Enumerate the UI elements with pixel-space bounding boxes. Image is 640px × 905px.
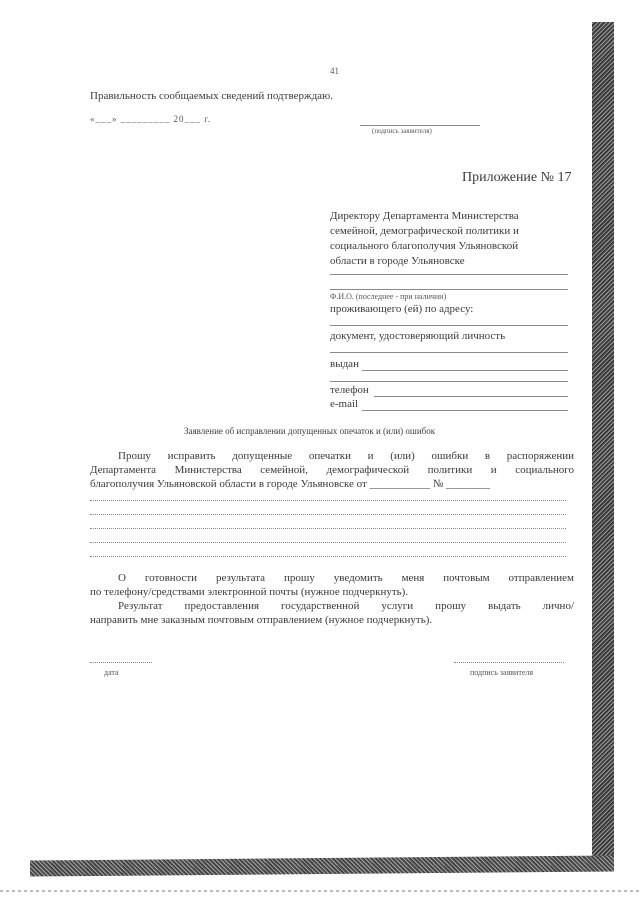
fill-line-5 [90, 556, 566, 557]
scan-shadow-bottom [30, 855, 614, 876]
body-line-2: Департамента Министерства семейной, демографической политики и социального [90, 464, 574, 476]
body-line-1: Прошу исправить допущенные опечатки и (или) ошибки в распоряжении [118, 450, 574, 462]
email-line [362, 410, 568, 411]
readiness-line-2: по телефону/средствами электронной почты (нужное подчеркнуть). [90, 586, 409, 598]
signature-caption-bottom: подпись заявителя [470, 668, 534, 677]
result-line-1: Результат предоставления государственной услуги прошу выдать лично/ [118, 600, 574, 612]
fill-line-2 [90, 514, 566, 515]
body-line-3: благополучия Ульяновской области в городе Ульяновске от ___________ № ________ [90, 478, 491, 490]
signature-caption-top: (подпись заявителя) [372, 127, 432, 135]
statement-title: Заявление об исправлении допущенных опечаток и (или) ошибок [184, 426, 436, 436]
phone-line [374, 396, 568, 397]
date-line-top: «___» _________ 20___ г. [90, 114, 212, 124]
fill-line-3 [90, 528, 566, 529]
fill-line-4 [90, 542, 566, 543]
addressee-line-3: социального благополучия Ульяновской [330, 240, 519, 252]
page-number: 41 [330, 66, 339, 76]
signature-line-top [360, 125, 480, 126]
addressee-line-2: семейной, демографической политики и [330, 225, 519, 237]
address-line [330, 325, 568, 326]
residing-label: проживающего (ей) по адресу: [330, 303, 474, 315]
addressee-line-1: Директору Департамента Министерства [330, 210, 519, 222]
email-label: e-mail [330, 398, 359, 410]
id-document-label: документ, удостоверяющий личность [330, 330, 506, 342]
applicant-name-line-1 [330, 274, 568, 275]
readiness-line-1: О готовности результата прошу уведомить меня почтовым отправлением [118, 572, 574, 584]
extra-line [330, 381, 568, 382]
date-line-bottom [90, 662, 152, 663]
result-line-2: направить мне заказным почтовым отправлением (нужное подчеркнуть). [90, 614, 433, 626]
scan-edge-faint [0, 890, 640, 892]
date-caption: дата [104, 668, 119, 677]
signature-line-bottom [454, 662, 564, 663]
scan-shadow-right [592, 22, 614, 870]
id-document-line [330, 352, 568, 353]
phone-label: телефон [330, 384, 369, 396]
applicant-name-line-2 [330, 289, 568, 290]
fill-line-1 [90, 500, 566, 501]
issued-line [362, 370, 568, 371]
fio-caption: Ф.И.О. (последнее - при наличии) [330, 292, 447, 301]
addressee-line-4: области в городе Ульяновске [330, 255, 465, 267]
issued-label: выдан [330, 358, 359, 370]
confirm-text: Правильность сообщаемых сведений подтверждаю. [90, 90, 334, 102]
appendix-title: Приложение № 17 [462, 170, 572, 185]
